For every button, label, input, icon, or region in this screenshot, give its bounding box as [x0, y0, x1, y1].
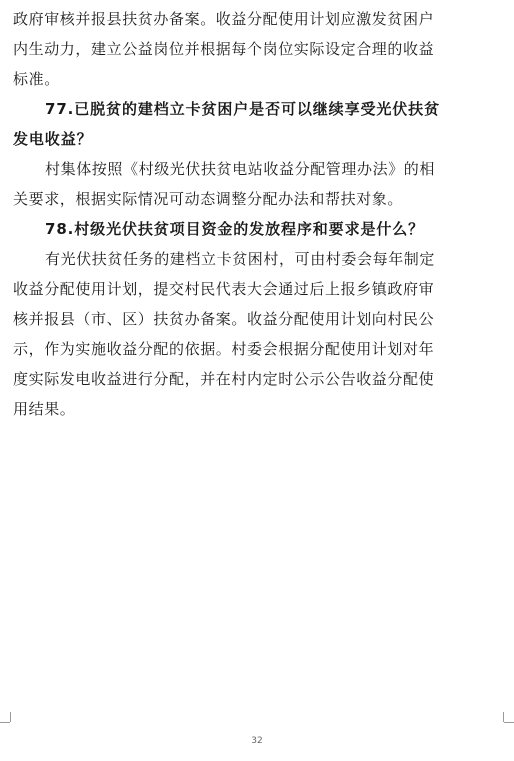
- question-heading-77-continued: 发电收益？: [13, 130, 93, 148]
- paragraph-line: 用结果。: [13, 400, 76, 418]
- paragraph-line: 度实际发电收益进行分配，并在村内定时公示公告收益分配使: [13, 370, 435, 388]
- paragraph-line: 内生动力，建立公益岗位并根据每个岗位实际设定合理的收益: [13, 40, 435, 58]
- question-heading-78: 78.村级光伏扶贫项目资金的发放程序和要求是什么？: [45, 220, 425, 238]
- answer-paragraph-77: 村集体按照《村级光伏扶贫电站收益分配管理办法》的相: [45, 160, 436, 178]
- crop-mark-bottom-right-vertical: [503, 712, 504, 722]
- paragraph-line: 政府审核并报县扶贫办备案。收益分配使用计划应激发贫困户: [13, 10, 435, 28]
- answer-paragraph-78: 有光伏扶贫任务的建档立卡贫困村，可由村委会每年制定: [45, 250, 436, 268]
- paragraph-line: 关要求，根据实际情况可动态调整分配办法和帮扶对象。: [13, 190, 404, 208]
- paragraph-line: 核并报县（市、区）扶贫办备案。收益分配使用计划向村民公: [13, 310, 435, 328]
- paragraph-line: 标准。: [13, 70, 60, 88]
- document-body: [13, 4, 500, 424]
- crop-mark-bottom-left-horizontal: [0, 722, 10, 723]
- page-number: 32: [251, 736, 263, 746]
- crop-mark-bottom-left-vertical: [10, 712, 11, 722]
- crop-mark-bottom-right-horizontal: [504, 722, 514, 723]
- question-heading-77: 77.已脱贫的建档立卡贫困户是否可以继续享受光伏扶贫: [45, 100, 440, 118]
- paragraph-line: 收益分配使用计划，提交村民代表大会通过后上报乡镇政府审: [13, 280, 435, 298]
- paragraph-line: 示，作为实施收益分配的依据。村委会根据分配使用计划对年: [13, 340, 435, 358]
